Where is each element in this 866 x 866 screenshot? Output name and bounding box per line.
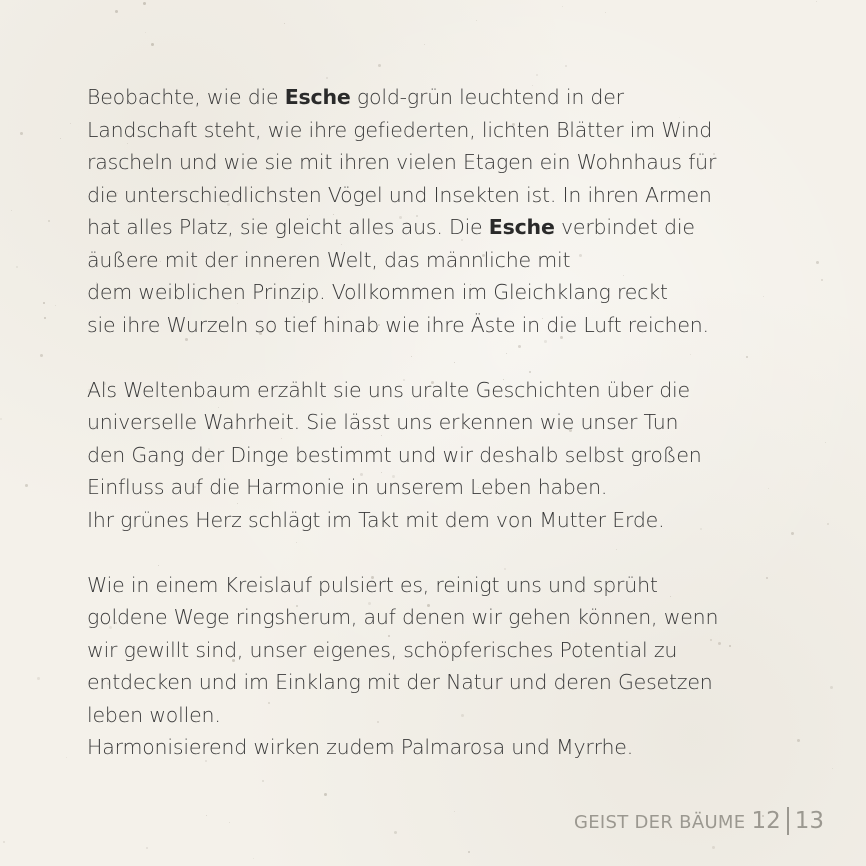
paper-speck (712, 846, 715, 849)
paper-speck (424, 44, 425, 45)
paper-speck (40, 354, 43, 357)
text-line (87, 601, 787, 634)
paragraph (87, 374, 787, 537)
text-segment: universelle Wahrheit. Sie lässt uns erkennen wie unser Tun (87, 410, 679, 434)
paper-speck (605, 12, 606, 13)
text-line (87, 276, 787, 309)
text-segment: äußere mit der inneren Welt, das männliche mit (87, 247, 571, 272)
text-line (87, 699, 787, 732)
book-title: GEIST DER BÄUME (573, 812, 746, 833)
highlighted-term: Esche (284, 85, 351, 109)
paper-speck (832, 768, 833, 769)
text-line (87, 179, 787, 212)
paragraph (87, 569, 787, 764)
paper-speck (25, 484, 28, 487)
page-number-divider (787, 807, 789, 835)
paper-speck (816, 261, 819, 264)
text-line (87, 634, 787, 667)
text-segment: Einfluss auf die Harmonie in unserem Leben haben. (87, 475, 608, 499)
page-footer (574, 806, 824, 836)
text-line (87, 731, 787, 764)
paper-speck (20, 132, 23, 135)
paper-speck (70, 123, 71, 124)
text-line (87, 244, 787, 277)
text-segment: Beobachte, wie die (87, 85, 285, 109)
paper-speck (16, 266, 18, 268)
text-segment: rascheln und wie sie mit ihren vielen Etagen ein Wohnhaus für (87, 150, 717, 174)
paper-speck (284, 23, 285, 24)
text-line (87, 114, 787, 147)
text-segment: wir gewillt sind, unser eigenes, schöpferisches Potential zu (87, 637, 678, 662)
text-line (87, 569, 787, 602)
page-number-left: 12 (751, 808, 781, 834)
text-segment: die unterschiedlichsten Vögel und Insekten ist. In ihren Armen (87, 182, 712, 207)
text-segment: Landschaft steht, wie ihre gefiederten, lichten Blätter im Wind (87, 117, 713, 142)
paper-speck (827, 523, 829, 525)
paper-speck (468, 851, 470, 853)
paper-speck (143, 2, 146, 5)
paper-speck (476, 20, 477, 21)
text-segment: sie ihre Wurzeln so tief hinab wie ihre Äste in die Luft reichen. (87, 312, 709, 337)
paper-speck (37, 677, 40, 680)
text-segment: hat alles Platz, sie gleicht alles aus. Die (87, 215, 489, 239)
paper-speck (43, 302, 45, 304)
text-segment: verbindet die (554, 215, 695, 239)
paper-speck (145, 32, 146, 33)
paper-speck (3, 841, 5, 843)
paper-speck (11, 210, 12, 211)
paper-speck (0, 418, 2, 420)
paper-speck (536, 74, 538, 76)
paper-speck (821, 279, 823, 281)
page-number-right: 13 (794, 808, 824, 834)
paper-speck (825, 442, 826, 443)
text-line (87, 504, 787, 537)
paper-speck (151, 43, 154, 46)
text-segment: den Gang der Dinge bestimmt und wir deshalb selbst großen (87, 442, 702, 467)
text-line (87, 309, 787, 342)
paper-speck (253, 858, 254, 859)
paper-speck (44, 317, 46, 319)
text-line (87, 666, 787, 699)
paper-speck (146, 847, 148, 849)
text-line (87, 439, 787, 472)
paper-speck (378, 64, 381, 67)
text-segment: Harmonisierend wirken zudem Palmarosa und Myrrhe. (87, 735, 634, 759)
text-segment: dem weiblichen Prinzip. Vollkommen im Gleichklang reckt (87, 280, 668, 304)
text-line (87, 146, 787, 179)
text-line (87, 81, 787, 114)
text-segment: leben wollen. (87, 702, 221, 727)
paper-speck (394, 831, 397, 834)
text-segment: Als Weltenbaum erzählt sie uns uralte Geschichten über die (87, 377, 690, 402)
paper-speck (206, 815, 207, 816)
paper-speck (830, 686, 833, 689)
text-segment: entdecken und im Einklang mit der Natur und deren Gesetzen (87, 670, 713, 694)
highlighted-term: Esche (488, 215, 555, 239)
paper-speck (324, 793, 327, 796)
body-text (87, 81, 787, 764)
paper-speck (48, 220, 50, 222)
text-line (87, 471, 787, 504)
paper-speck (66, 757, 67, 758)
paper-speck (326, 77, 328, 79)
paper-speck (55, 305, 56, 306)
paper-speck (262, 780, 264, 782)
text-segment: Wie in einem Kreislauf pulsiert es, reinigt uns und sprüht (87, 572, 658, 597)
text-segment: gold-grün leuchtend in der (350, 85, 624, 109)
paper-speck (565, 65, 567, 67)
paper-speck (797, 739, 800, 742)
paper-speck (791, 532, 794, 535)
paper-speck (816, 1, 817, 2)
text-line (87, 406, 787, 439)
paper-speck (60, 138, 61, 139)
text-segment: Ihr grünes Herz schlägt im Takt mit dem von Mutter Erde. (87, 507, 665, 532)
paper-speck (454, 811, 455, 812)
text-segment: goldene Wege ringsherum, auf denen wir gehen können, wenn (87, 605, 719, 629)
text-line (87, 374, 787, 407)
paper-speck (115, 10, 118, 13)
paper-speck (562, 6, 563, 7)
paper-speck (229, 822, 230, 823)
paragraph (87, 81, 787, 341)
text-line (87, 211, 787, 244)
